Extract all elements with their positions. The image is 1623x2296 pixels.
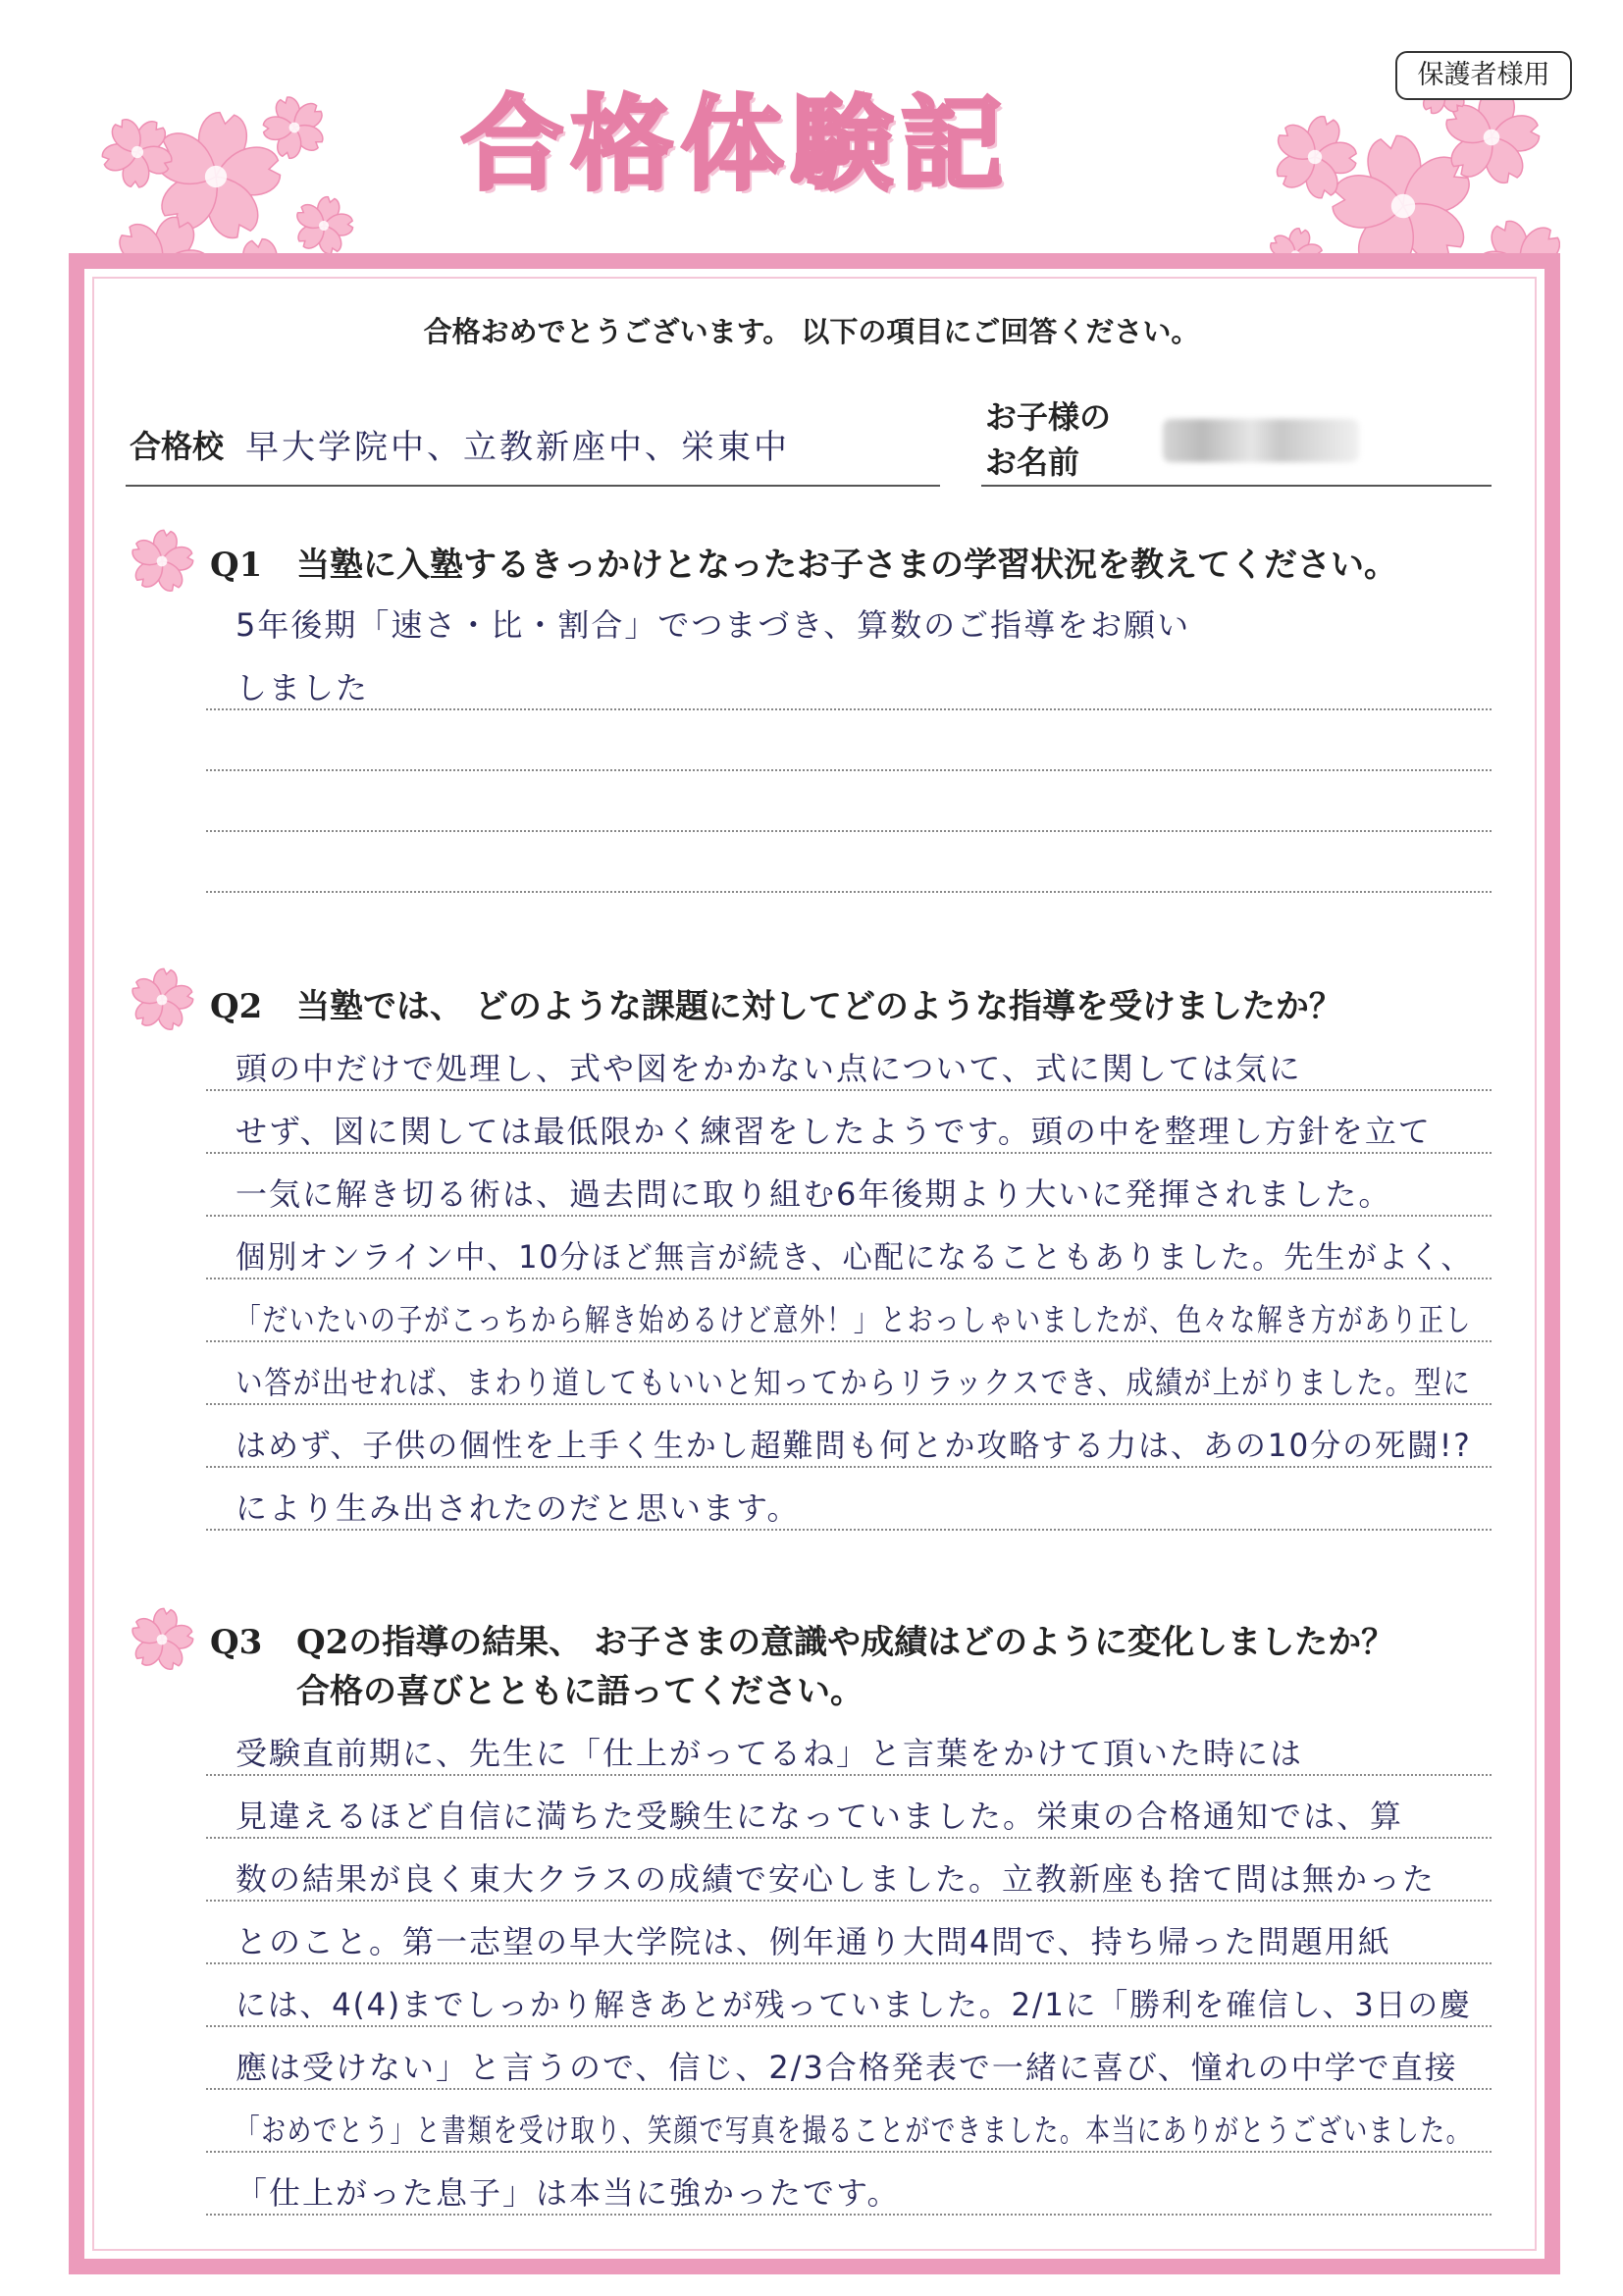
answer-3-rule	[206, 1774, 1492, 1776]
answer-1-line-2: しました	[236, 669, 370, 706]
blossom-icon-q1	[128, 525, 196, 594]
answer-2-rule	[206, 1215, 1492, 1217]
child-name-underline	[981, 485, 1492, 487]
answer-2-line-5: 「だいたいの子がこっちから解き始めるけど意外！」とおっしゃいましたが、色々な解き方があり正し	[236, 1301, 1473, 1338]
answer-1-rule	[206, 830, 1492, 832]
answer-3-line-4: とのこと。第一志望の早大学院は、例年通り大問4問で、持ち帰った問題用紙	[236, 1923, 1391, 1960]
child-name-redacted	[1163, 419, 1359, 462]
blossom-icon-q3	[128, 1603, 196, 1672]
answer-3-line-1: 受験直前期に、先生に「仕上がってるね」と言葉をかけて頂いた時には	[236, 1735, 1304, 1772]
question-1-number: Q1	[210, 546, 263, 585]
answer-3-rule	[206, 2088, 1492, 2090]
answer-2-rule	[206, 1466, 1492, 1468]
answer-1-rule	[206, 708, 1492, 710]
answer-2-line-7: はめず、子供の個性を上手く生かし超難問も何とか攻略する力は、あの10分の死闘!?	[236, 1427, 1472, 1464]
question-3	[210, 1615, 1394, 1663]
blossom-icon-q2	[128, 964, 196, 1032]
answer-3-line-2: 見違えるほど自信に満ちた受験生になっていました。栄東の合格通知では、算	[236, 1798, 1404, 1835]
answer-2-line-1: 頭の中だけで処理し、式や図をかかない点について、式に関しては気に	[236, 1050, 1302, 1087]
question-2-number: Q2	[210, 987, 263, 1026]
answer-3-rule	[206, 2214, 1492, 2216]
school-underline	[126, 485, 940, 487]
answer-3-rule	[206, 2025, 1492, 2027]
answer-3-line-5: には、4(4)までしっかり解きあとが残っていました。2/1に「勝利を確信し、3日の慶	[236, 1986, 1472, 2023]
answer-3-line-7: 「おめでとう」と書類を受け取り、笑顔で写真を撮ることができました。本当にありがとうございました。	[236, 2112, 1472, 2149]
answer-3-rule	[206, 2151, 1492, 2153]
question-1-text: 当塾に入塾するきっかけとなったお子さまの学習状況を教えてください。	[296, 546, 1397, 585]
child-name-label-line2: お名前	[985, 444, 1080, 481]
school-label: 合格校	[130, 428, 225, 465]
answer-2-rule	[206, 1529, 1492, 1531]
answer-2-line-3: 一気に解き切る術は、過去問に取り組む6年後期より大いに発揮されました。	[236, 1175, 1392, 1213]
answer-1-line-1: 5年後期「速さ・比・割合」でつまづき、算数のご指導をお願い	[236, 606, 1191, 644]
answer-3-line-8: 「仕上がった息子」は本当に強かったです。	[236, 2174, 901, 2212]
answer-2-line-8: により生み出されたのだと思います。	[236, 1489, 801, 1527]
answer-1-rule	[206, 769, 1492, 771]
answer-3-line-6: 應は受けない」と言うので、信じ、2/3合格発表で一緒に喜び、憧れの中学で直接	[236, 2049, 1458, 2086]
answer-2-rule	[206, 1340, 1492, 1342]
answer-2-rule	[206, 1089, 1492, 1091]
page-title: 合格体験記	[460, 84, 1011, 204]
question-3-text: Q2の指導の結果、 お子さまの意識や成績はどのように変化しましたか？	[296, 1623, 1395, 1662]
intro-text: 合格おめでとうございます。 以下の項目にご回答ください。	[423, 315, 1200, 348]
answer-2-rule	[206, 1152, 1492, 1154]
answer-1-rule	[206, 891, 1492, 893]
question-3-number: Q3	[210, 1623, 263, 1662]
audience-badge: 保護者様用	[1395, 51, 1572, 100]
question-3-text-line2: 合格の喜びとともに語ってください。	[296, 1672, 864, 1711]
answer-3-rule	[206, 1900, 1492, 1902]
answer-2-rule	[206, 1403, 1492, 1405]
answer-3-line-3: 数の結果が良く東大クラスの成績で安心しました。立教新座も捨て問は無かった	[236, 1860, 1437, 1898]
answer-3-rule	[206, 1962, 1492, 1964]
child-name-label-line1: お子様の	[985, 398, 1112, 436]
question-2-text: 当塾では、 どのような課題に対してどのような指導を受けましたか？	[296, 987, 1342, 1026]
answer-2-line-6: い答が出せれば、まわり道してもいいと知ってからリラックスでき、成績が上がりました。型に	[236, 1364, 1472, 1401]
question-1	[210, 538, 1397, 586]
blossom	[128, 964, 196, 1032]
blossom	[128, 1603, 196, 1672]
question-2	[210, 979, 1342, 1027]
answer-2-line-4: 個別オンライン中、10分ほど無言が続き、心配になることもありました。先生がよく、	[236, 1238, 1473, 1276]
answer-3-rule	[206, 1837, 1492, 1839]
school-value: 早大学院中、立教新座中、栄東中	[245, 428, 790, 467]
answer-2-rule	[206, 1278, 1492, 1279]
answer-2-line-2: せず、図に関しては最低限かく練習をしたようです。頭の中を整理し方針を立て	[236, 1113, 1432, 1150]
blossom	[128, 525, 196, 594]
